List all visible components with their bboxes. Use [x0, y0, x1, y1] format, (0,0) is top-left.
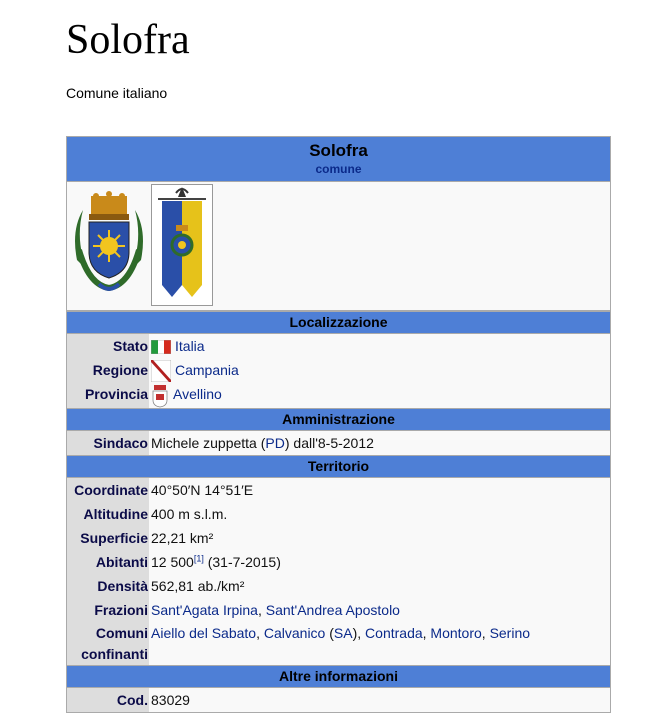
campania-flag-icon[interactable] [151, 360, 171, 382]
comune-link[interactable]: Montoro [430, 624, 482, 641]
row-label: Densità [67, 574, 149, 598]
row-label: Sindaco [67, 431, 149, 455]
row-regione [67, 358, 610, 382]
regione-link[interactable]: Campania [175, 362, 239, 378]
abitanti-value: 12 500 [151, 553, 194, 570]
row-label: Coordinate [67, 478, 149, 502]
sindaco-open: ( [256, 434, 266, 451]
comune-link[interactable]: Aiello del Sabato [151, 624, 257, 641]
row-label: Frazioni [67, 598, 149, 622]
row-label-line: confinanti [81, 645, 148, 662]
comune-link[interactable]: Calvanico [263, 624, 326, 641]
row-frazioni [67, 598, 610, 622]
stato-link[interactable]: Italia [175, 338, 205, 354]
row-label-line: Comuni [95, 624, 148, 641]
page-subtitle: Comune italiano [66, 85, 168, 101]
row-label: Superficie [67, 526, 149, 550]
superficie-value: 22,21 km² [151, 529, 214, 546]
row-value [149, 622, 530, 665]
row-label: Stato [67, 334, 149, 358]
row-value [149, 431, 374, 455]
row-confinanti [67, 622, 610, 665]
separator: , [257, 601, 266, 618]
row-altitudine [67, 502, 610, 526]
separator: ( [325, 624, 334, 641]
cod-value: 83029 [151, 691, 190, 708]
separator: , [481, 624, 490, 641]
row-coordinate [67, 478, 610, 502]
frazione-link[interactable]: Sant'Agata Irpina [151, 601, 258, 618]
comune-link[interactable]: Contrada [365, 624, 423, 641]
coordinate-link[interactable]: 40°50′N 14°51′E [151, 481, 254, 498]
row-value [149, 598, 400, 622]
section-localizzazione: Localizzazione [67, 311, 610, 334]
section-territorio: Territorio [67, 455, 610, 478]
infobox-type-link[interactable]: comune [315, 162, 362, 176]
avellino-coat-icon[interactable] [151, 384, 169, 408]
row-value [149, 550, 281, 574]
infobox-images [67, 182, 610, 311]
section-amministrazione: Amministrazione [67, 408, 610, 431]
coat-of-arms-icon[interactable] [69, 190, 149, 300]
infobox-name: Solofra [309, 141, 368, 160]
party-link[interactable]: PD [265, 434, 285, 451]
row-label: Regione [67, 358, 149, 382]
row-cod [67, 688, 610, 712]
row-label: Altitudine [67, 502, 149, 526]
separator: ), [352, 624, 366, 641]
row-provincia [67, 382, 610, 407]
frazione-link[interactable]: Sant'Andrea Apostolo [265, 601, 400, 618]
row-abitanti [67, 550, 610, 574]
separator: , [256, 624, 264, 641]
row-stato [67, 334, 610, 358]
row-label: Abitanti [67, 550, 149, 574]
provincia-link[interactable]: Avellino [173, 386, 222, 403]
gonfalone-icon[interactable] [151, 184, 213, 306]
province-link[interactable]: SA [333, 624, 353, 641]
reference-link[interactable]: [1] [193, 552, 204, 563]
sindaco-close: ) dall'8-5-2012 [284, 434, 374, 451]
separator: , [422, 624, 431, 641]
infobox [66, 136, 611, 713]
densita-value: 562,81 ab./km² [151, 577, 245, 594]
row-sindaco [67, 431, 610, 455]
row-densita [67, 574, 610, 598]
row-label: Cod. [67, 688, 149, 712]
sindaco-name: Michele zuppetta [151, 434, 257, 451]
abitanti-date: (31-7-2015) [203, 553, 281, 570]
row-value [149, 382, 222, 407]
italy-flag-icon[interactable] [151, 340, 171, 354]
section-altre-informazioni: Altre informazioni [67, 665, 610, 688]
row-value [149, 358, 239, 382]
infobox-header [67, 137, 610, 182]
row-label [67, 622, 149, 665]
altitudine-value: 400 m s.l.m. [151, 505, 228, 522]
page-title: Solofra [66, 17, 190, 63]
row-label: Provincia [67, 382, 149, 407]
row-superficie [67, 526, 610, 550]
comune-link[interactable]: Serino [489, 624, 531, 641]
row-value [149, 334, 205, 358]
